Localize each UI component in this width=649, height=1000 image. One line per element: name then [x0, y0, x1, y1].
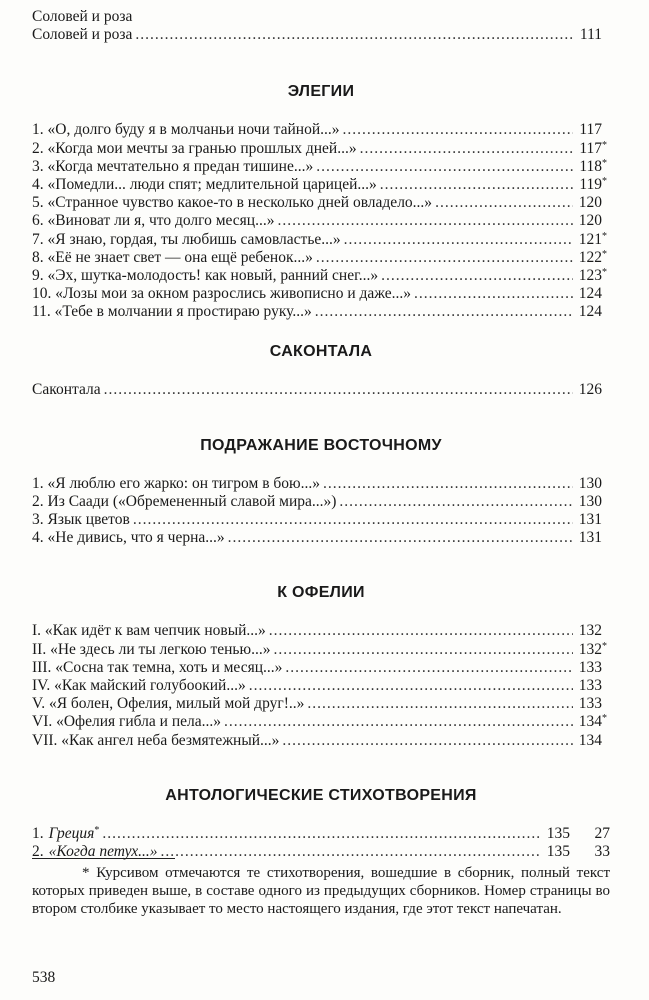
toc-title: 6. «Виноват ли я, что долго месяц...»	[32, 212, 275, 230]
toc-page-number: 111	[579, 26, 602, 44]
toc-title: VII. «Как ангел неба безмятежный...»	[32, 731, 280, 749]
toc-line	[32, 212, 610, 230]
footnote-marker: *	[602, 175, 607, 187]
toc-title: 7. «Я знаю, гордая, ты любишь самовластье...»	[32, 230, 341, 248]
footnote-marker: *	[602, 640, 607, 652]
toc-title: 9. «Эх, шутка-молодость! как новый, ранний снег...»	[32, 266, 379, 284]
leader-dots	[316, 249, 573, 267]
toc-line	[32, 158, 610, 176]
toc-page-number: 132	[578, 640, 602, 658]
toc-line	[32, 249, 610, 267]
toc-page-number: 126	[578, 381, 602, 399]
toc-line	[32, 194, 610, 212]
footnote: * Курсивом отмечаются те стихотворения, вошедшие в сборник, полный текст которых приведен выше, в составе одного из предыдущих сборников. Номер страницы во втором столбике указывает то место настоящего издания, где этот текст напечатан.	[32, 865, 610, 917]
footnote-marker: *	[602, 139, 607, 151]
footnote-marker: *	[602, 713, 607, 725]
toc-title: 2. «Когда мои мечты за гранью прошлых дней...»	[32, 139, 357, 157]
leader-dots	[161, 843, 541, 861]
leader-dots	[344, 231, 573, 249]
toc-page-number: 118	[579, 157, 602, 175]
leader-dots	[380, 176, 573, 194]
toc-page-number: 133	[578, 658, 602, 676]
toc-page-number: 121	[578, 230, 602, 248]
toc-title: 8. «Её не знает свет — она ещё ребенок...»	[32, 248, 313, 266]
leader-dots	[224, 713, 573, 731]
footnote-marker: *	[602, 266, 607, 278]
toc-line	[32, 303, 610, 321]
toc-line	[32, 622, 610, 640]
toc-title: 1. «Я люблю его жарко: он тигром в бою...»	[32, 474, 320, 492]
leader-dots	[273, 641, 573, 659]
toc-page-number: 131	[578, 529, 602, 547]
toc-line	[32, 381, 610, 399]
toc-page	[32, 8, 610, 861]
toc-title: 1. «О, долго буду я в молчаньи ночи тайной...»	[32, 121, 340, 139]
toc-title: VI. «Офелия гибла и пела...»	[32, 713, 221, 731]
leader-dots	[269, 622, 573, 640]
leader-dots	[249, 677, 573, 695]
leader-dots	[343, 121, 574, 139]
reference-page-number: 33	[594, 842, 610, 860]
leader-dots	[323, 475, 573, 493]
footnote-marker: *	[602, 230, 607, 242]
toc-line	[32, 732, 610, 750]
leader-dots	[133, 511, 573, 529]
toc-line	[32, 713, 610, 731]
toc-title: IV. «Как майский голубоокий...»	[32, 676, 246, 694]
toc-title: Саконтала	[32, 381, 101, 399]
toc-line	[32, 529, 610, 547]
leader-dots	[285, 659, 573, 677]
leader-dots	[228, 529, 573, 547]
page-number: 538	[32, 969, 56, 986]
toc-title: III. «Сосна так темна, хоть и месяц...»	[32, 658, 283, 676]
toc-page-number: 117	[579, 121, 602, 139]
toc-item-number: 2.	[32, 842, 44, 860]
toc-page-number: 132	[578, 622, 602, 640]
toc-title: 4. «Помедли... люди спят; медлительной царицей...»	[32, 175, 377, 193]
toc-title: 10. «Лозы мои за окном разрослись живописно и даже...»	[32, 285, 412, 303]
leader-dots	[104, 381, 573, 399]
toc-title: 5. «Странное чувство какое-то в несколько дней овладело...»	[32, 194, 433, 212]
section-heading: ПОДРАЖАНИЕ ВОСТОЧНОМУ	[200, 436, 442, 454]
footnote-rule	[32, 858, 175, 859]
toc-title: 4. «Не дивись, что я черна...»	[32, 529, 225, 547]
toc-page-number: 133	[578, 676, 602, 694]
toc-line	[32, 267, 610, 285]
toc-line	[32, 825, 610, 843]
section-list	[32, 622, 610, 749]
section-list	[32, 475, 610, 548]
toc-title: II. «Не здесь ли ты легкою тенью...»	[32, 640, 271, 658]
toc-page-number: 134	[578, 731, 602, 749]
toc-title: 3. «Когда мечтательно я предан тишине...»	[32, 157, 314, 175]
toc-line	[32, 493, 610, 511]
leader-dots	[339, 493, 573, 511]
footnote-marker: *	[602, 248, 607, 260]
toc-page-number: 135	[546, 842, 570, 860]
toc-line	[32, 140, 610, 158]
leader-dots	[381, 267, 573, 285]
toc-line	[32, 475, 610, 493]
reference-page-number: 27	[594, 824, 610, 842]
section-heading: САКОНТАЛА	[269, 343, 373, 361]
toc-line	[32, 641, 610, 659]
toc-title: Греция	[48, 824, 95, 842]
toc-title: Соловей и роза	[32, 26, 133, 44]
toc-line	[32, 121, 610, 139]
toc-title: I. «Как идёт к вам чепчик новый...»	[32, 622, 266, 640]
leader-dots	[102, 825, 541, 843]
footnote-marker: *	[94, 824, 100, 836]
leader-dots	[315, 303, 573, 321]
section-list	[32, 121, 610, 321]
toc-line	[32, 176, 610, 194]
toc-line	[32, 285, 610, 303]
toc-line	[32, 231, 610, 249]
toc-page-number: 135	[546, 824, 570, 842]
toc-page-number: 131	[578, 511, 602, 528]
leader-dots	[360, 140, 573, 158]
toc-title: V. «Я болен, Офелия, милый мой друг!..»	[32, 695, 305, 713]
toc-page-number: 122	[578, 248, 602, 266]
toc-page-number: 119	[579, 175, 602, 193]
leader-dots	[435, 194, 573, 212]
leader-dots	[307, 695, 573, 713]
toc-title: 2. Из Саади («Обремененный славой мира...»)	[32, 492, 337, 510]
section-heading: АНТОЛОГИЧЕСКИЕ СТИХОТВОРЕНИЯ	[165, 786, 477, 804]
leader-dots	[316, 158, 573, 176]
toc-title: «Когда петух...»	[48, 842, 158, 860]
toc-page-number: 130	[578, 492, 602, 510]
toc-line	[32, 659, 610, 677]
leader-dots	[135, 26, 573, 44]
toc-page-number: 134	[578, 713, 602, 731]
toc-line	[32, 695, 610, 713]
leader-dots	[277, 212, 573, 230]
section-heading: ЭЛЕГИИ	[287, 83, 355, 101]
toc-page-number: 120	[578, 194, 602, 212]
toc-page-number: 133	[578, 695, 602, 713]
toc-page-number: 130	[578, 474, 602, 492]
toc-page-number: 117	[579, 139, 602, 157]
section-list	[32, 825, 610, 861]
toc-line	[32, 26, 610, 44]
leader-dots	[282, 732, 573, 750]
toc-item-number: 1.	[32, 824, 44, 842]
toc-title: 3. Язык цветов	[32, 511, 130, 528]
leader-dots	[414, 285, 573, 303]
section-list	[32, 381, 610, 399]
toc-line	[32, 8, 610, 26]
footnote-marker: *	[602, 157, 607, 169]
toc-page-number: 124	[578, 285, 602, 303]
toc-page-number: 123	[578, 266, 602, 284]
toc-title: 11. «Тебе в молчании я простираю руку...»	[32, 303, 312, 321]
toc-title: Соловей и роза	[32, 8, 133, 25]
toc-line	[32, 511, 610, 529]
toc-page-number: 120	[578, 212, 602, 230]
section-heading: К ОФЕЛИИ	[277, 584, 365, 602]
toc-page-number: 124	[578, 303, 602, 321]
toc-line	[32, 677, 610, 695]
